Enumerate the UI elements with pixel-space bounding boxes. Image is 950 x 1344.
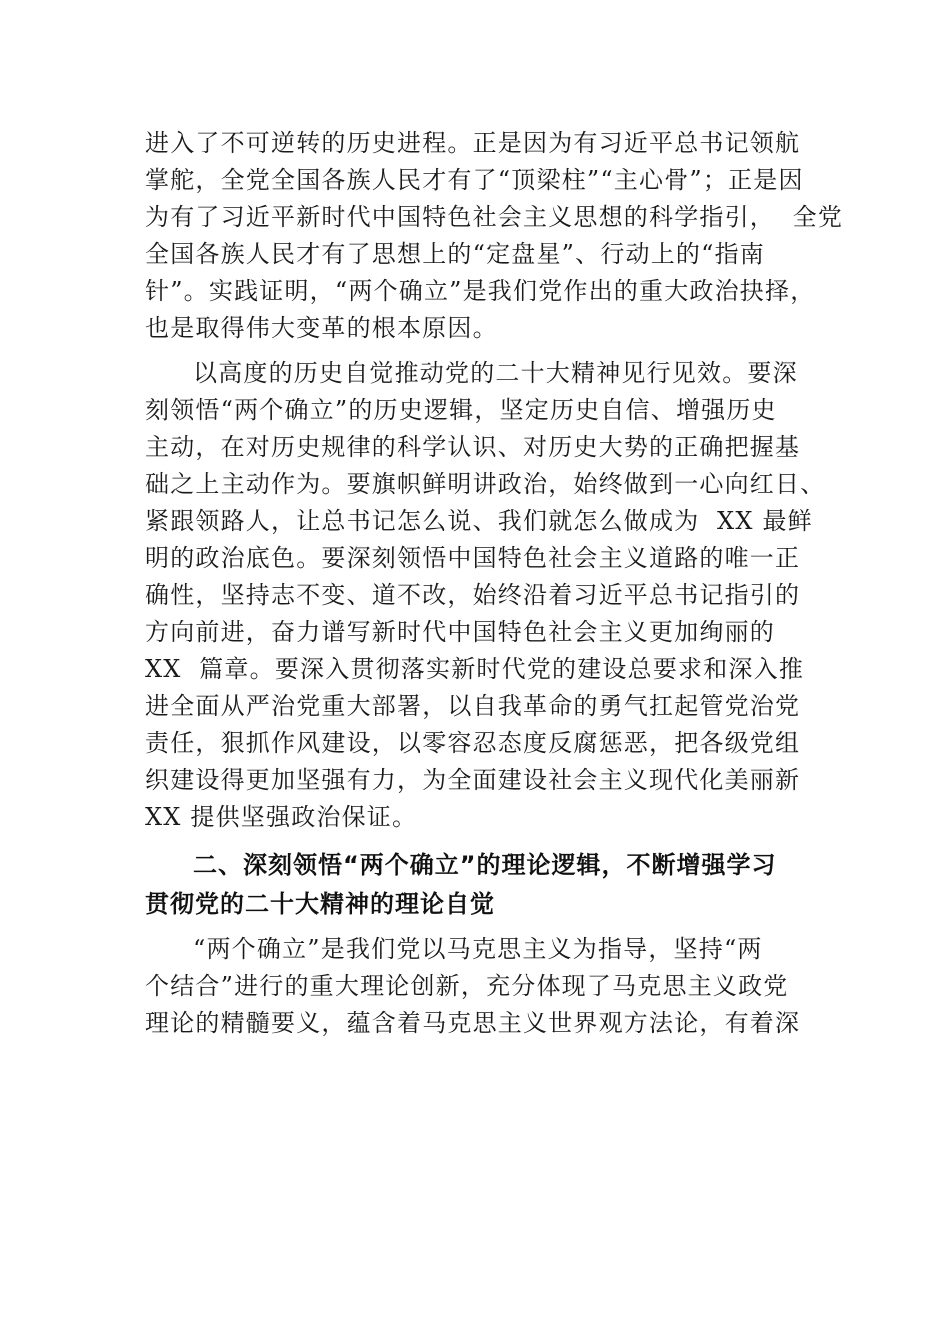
paragraph-line: 明的政治底色。要深刻领悟中国特色社会主义道路的唯一正: [145, 544, 801, 572]
paragraph-line: 确性，坚持志不变、道不改，始终沿着习近平总书记指引的: [145, 581, 801, 609]
paragraph-line: 针”。实践证明，“两个确立”是我们党作出的重大政治抉择，: [145, 277, 816, 305]
paragraph-line: 刻领悟“两个确立”的历史逻辑，坚定历史自信、增强历史: [145, 396, 777, 424]
paragraph-line: 织建设得更加坚强有力，为全面建设社会主义现代化美丽新: [145, 766, 801, 794]
paragraph-line: 个结合”进行的重大理论创新，充分体现了马克思主义政党: [145, 972, 789, 1000]
paragraph-line: 紧跟领路人，让总书记怎么说、我们就怎么做成为 XX 最鲜: [145, 507, 813, 535]
paragraph-line: 也是取得伟大变革的根本原因。: [145, 314, 498, 342]
paragraph-line: 方向前进，奋力谱写新时代中国特色社会主义更加绚丽的: [145, 618, 775, 646]
paragraph-line: 进入了不可逆转的历史进程。正是因为有习近平总书记领航: [145, 129, 801, 157]
paragraph-line: 掌舵，全党全国各族人民才有了“顶梁柱”“主心骨”；正是因: [145, 166, 804, 194]
paragraph-line: XX 提供坚强政治保证。: [145, 803, 418, 831]
paragraph-line: 为有了习近平新时代中国特色社会主义思想的科学指引， 全党: [145, 203, 844, 231]
paragraph-line: 进全面从严治党重大部署，以自我革命的勇气扛起管党治党: [145, 692, 801, 720]
paragraph-line: 主动，在对历史规律的科学认识、对历史大势的正确把握基: [145, 433, 801, 461]
paragraph-line: 全国各族人民才有了思想上的“定盘星”、行动上的“指南: [145, 240, 766, 268]
paragraph-line: XX 篇章。要深入贯彻落实新时代党的建设总要求和深入推: [145, 655, 805, 683]
paragraph-line: 理论的精髓要义，蕴含着马克思主义世界观方法论，有着深: [145, 1009, 801, 1037]
section-heading: 贯彻党的二十大精神的理论自觉: [145, 890, 495, 918]
paragraph-line: 责任，狠抓作风建设，以零容忍态度反腐惩恶，把各级党组: [145, 729, 801, 757]
paragraph-line: 以高度的历史自觉推动党的二十大精神见行见效。要深: [193, 359, 798, 387]
section-heading: 二、深刻领悟“两个确立”的理论逻辑，不断增强学习: [193, 851, 777, 879]
paragraph-line: 础之上主动作为。要旗帜鲜明讲政治，始终做到一心向红日、: [145, 470, 826, 498]
paragraph-line: “两个确立”是我们党以马克思主义为指导，坚持“两: [193, 935, 763, 963]
